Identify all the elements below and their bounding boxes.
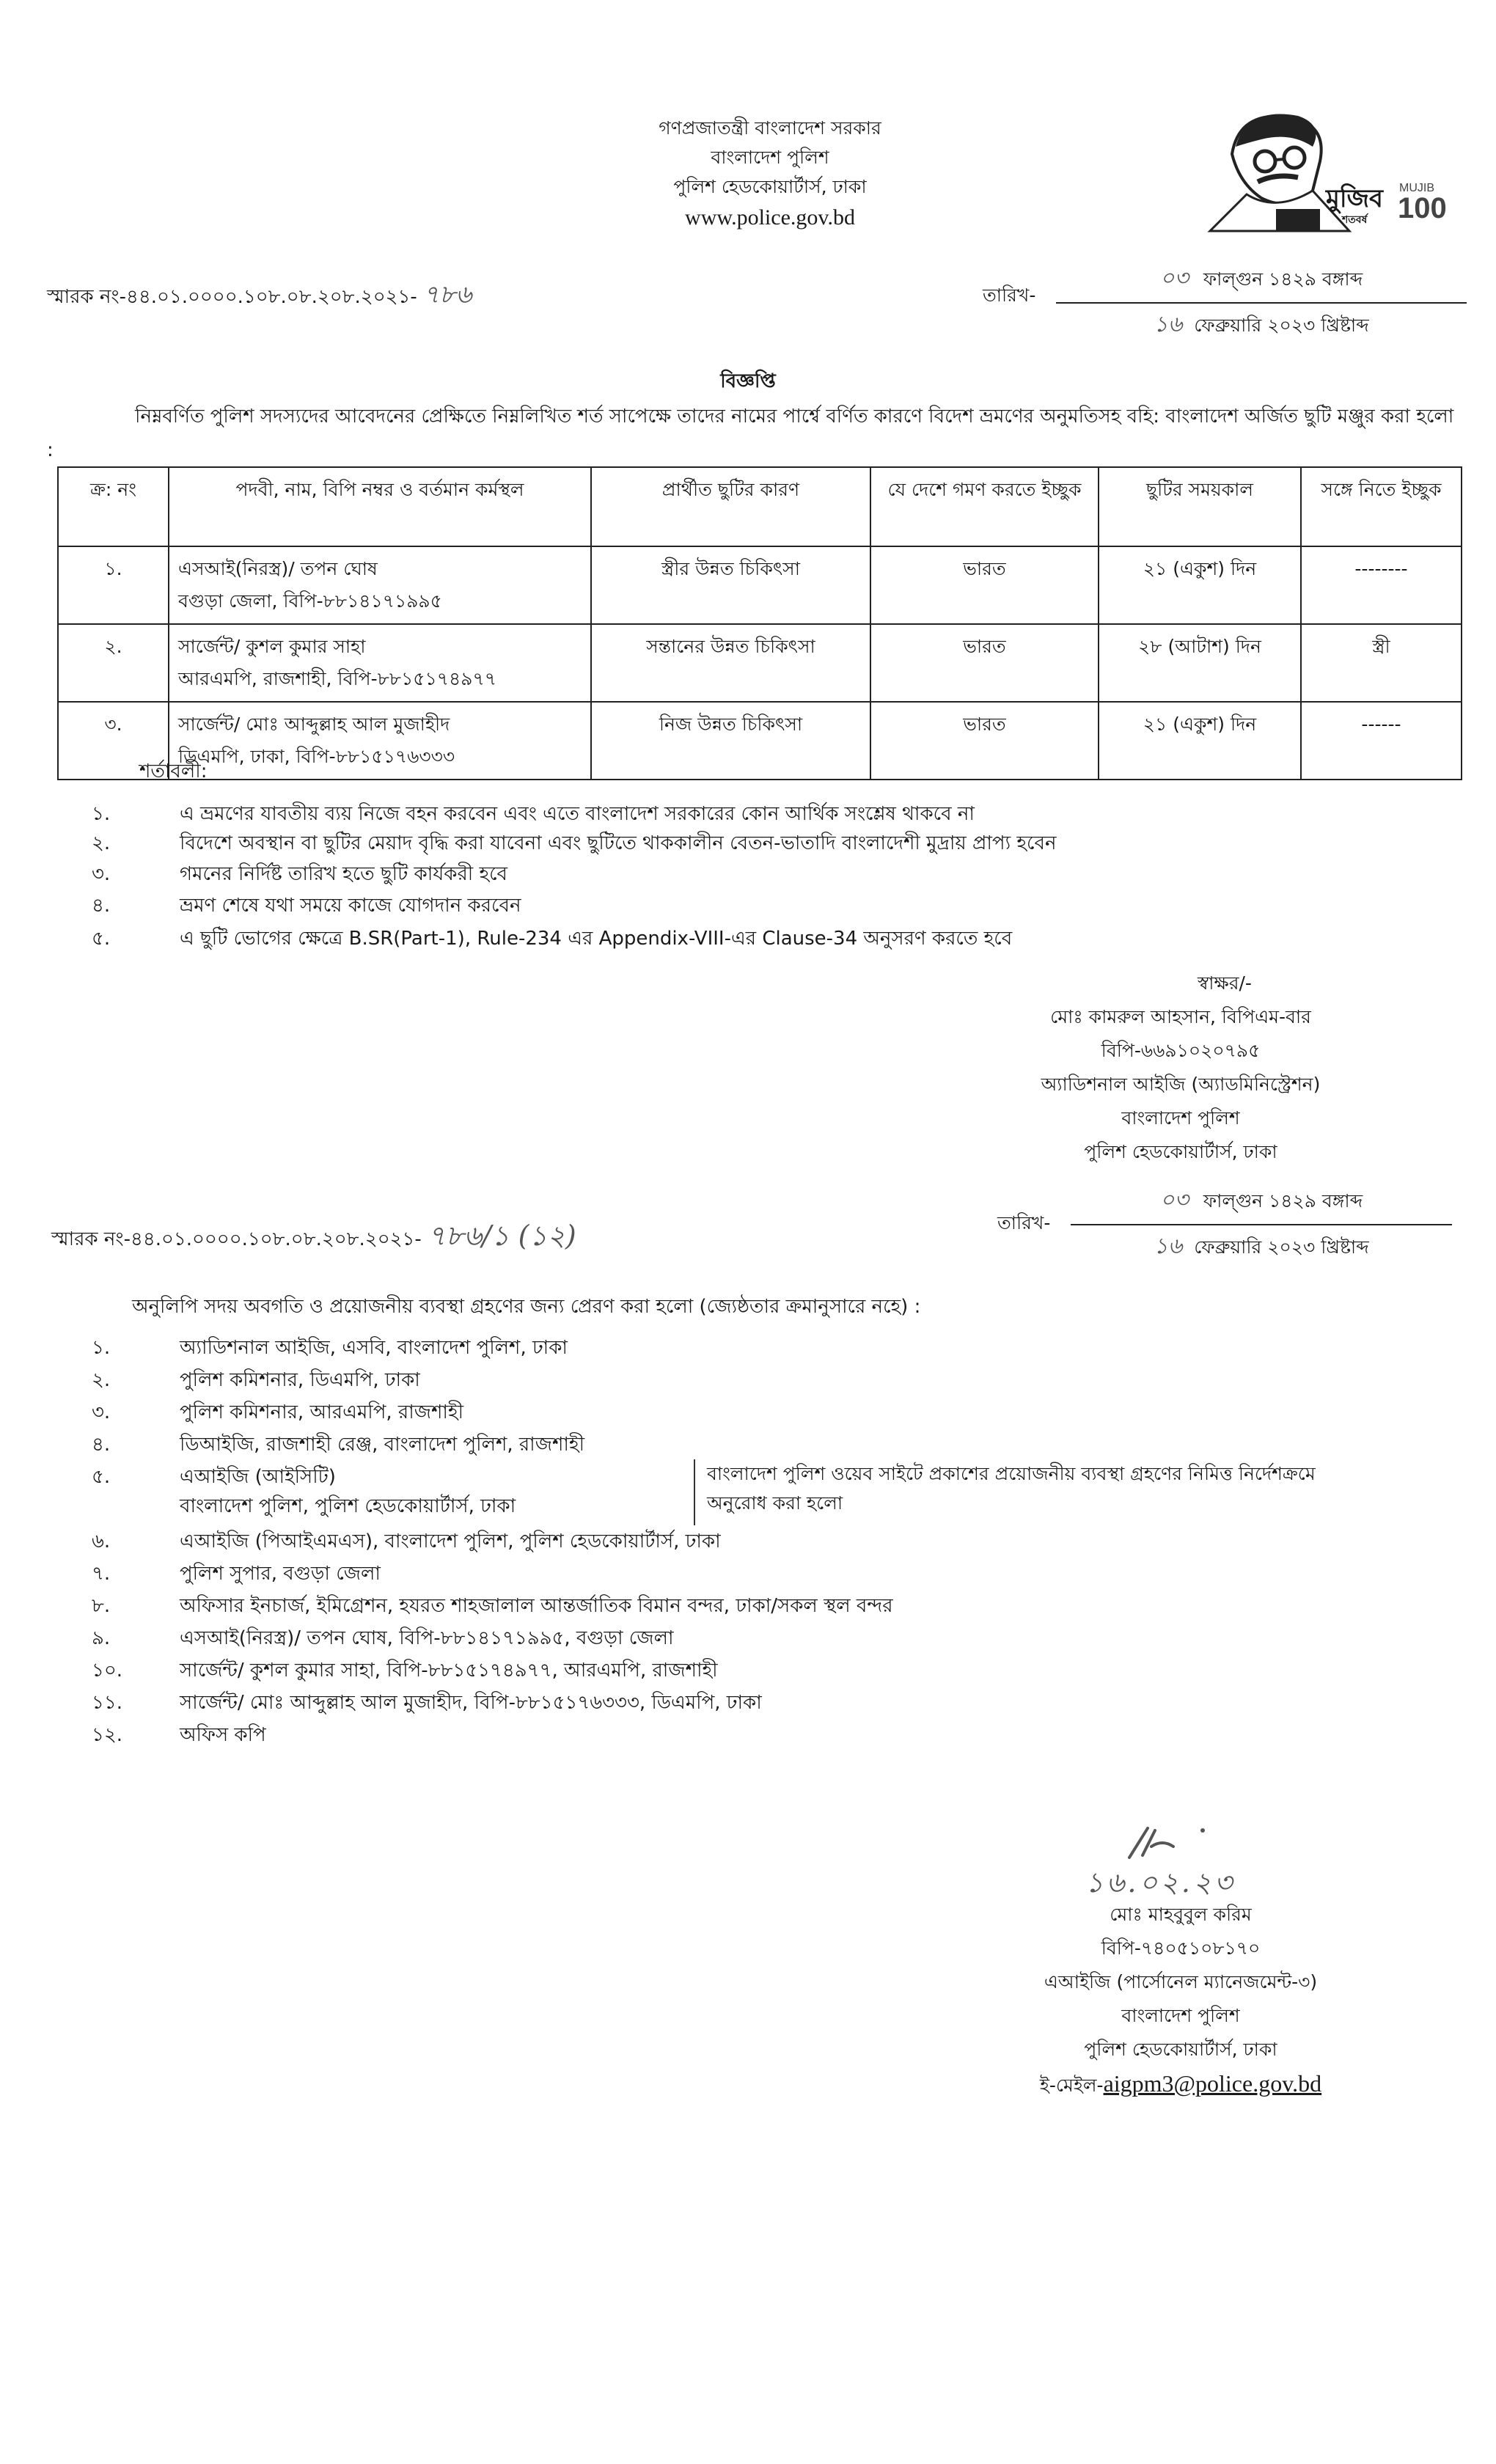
signatory-org: বাংলাদেশ পুলিশ	[1121, 2005, 1240, 2026]
condition-item: ৪. ভ্রমণ শেষে যথা সময়ে কাজে যোগদান করবেন	[92, 895, 521, 917]
copy-item: ১২. অফিস কপি	[92, 1724, 266, 1746]
leave-table	[57, 466, 1462, 780]
letterhead	[513, 114, 1027, 234]
mujib-bangla-text: মুজিব	[1326, 184, 1383, 213]
department-name: বাংলাদেশ পুলিশ	[711, 147, 829, 168]
mujib-100-logo	[1203, 103, 1452, 235]
copy-item: ১১. সার্জেন্ট/ মোঃ আব্দুল্লাহ আল মুজাহীদ, বিপি-৮৮১৫১৭৬৩৩৩, ডিএমপি, ঢাকা	[92, 1692, 762, 1714]
cell-reason: স্ত্রীর উন্নত চিকিৎসা	[591, 546, 870, 624]
memo-ref-handwritten: ৭৮৬/১ (১২)	[428, 1220, 576, 1252]
gregorian-date: ১৬ ফেব্রুয়ারি ২০২৩ খ্রিষ্টাব্দ	[1154, 312, 1369, 337]
bangla-date: ০৩ ফাল্গুন ১৪২৯ বঙ্গাব্দ	[1159, 265, 1363, 291]
mujib-english-text: MUJIB	[1399, 182, 1434, 194]
copies-intro: অনুলিপি সদয় অবগতি ও প্রয়োজনীয় ব্যবস্থা গ্রহণের জন্য প্রেরণ করা হলো (জ্যেষ্ঠতার ক্রমানুসারে নহে) :	[132, 1296, 921, 1318]
cell-companion: --------	[1301, 546, 1462, 624]
signatory-org: বাংলাদেশ পুলিশ	[1121, 1107, 1240, 1129]
condition-item: ২. বিদেশে অবস্থান বা ছুটির মেয়াদ বৃদ্ধি করা যাবেনা এবং ছুটিতে থাককালীন বেতন-ভাতাদি বাংলাদেশী মুদ্রায় প্রাপ্য হবেন	[92, 832, 1057, 854]
memo-reference-1	[47, 280, 472, 312]
bangla-date: ০৩ ফাল্গুন ১৪২৯ বঙ্গাব্দ	[1159, 1187, 1363, 1213]
cell-country: ভারত	[870, 624, 1099, 702]
table-row	[58, 624, 1462, 702]
signatory-office: পুলিশ হেডকোয়ার্টার্স, ঢাকা	[1084, 1141, 1277, 1162]
date-divider	[1056, 302, 1467, 304]
date-label-1: তারিখ-	[983, 285, 1036, 306]
copy-item: ৫. এআইজি (আইসিটি) বাংলাদেশ পুলিশ, পুলিশ হেডকোয়ার্টার্স, ঢাকা	[92, 1466, 516, 1517]
signature-date: ১৬.০২.২৩	[1085, 1866, 1236, 1899]
cell-country: ভারত	[870, 546, 1099, 624]
cell-serial: ৩.	[58, 702, 169, 780]
table-header-row	[58, 467, 1462, 546]
col-serial: ক্র: নং	[58, 467, 169, 546]
cell-period: ২৮ (আটাশ) দিন	[1099, 624, 1301, 702]
cell-serial: ১.	[58, 546, 169, 624]
memo-ref-prefix: স্মারক নং-৪৪.০১.০০০০.১০৮.০৮.২০৮.২০২১-	[47, 286, 417, 308]
signatory-bp: বিপি-৬৬৯১০২০৭৯৫	[1101, 1040, 1261, 1061]
col-period: ছুটির সময়কাল	[1099, 467, 1301, 546]
date-block-2	[1071, 1182, 1452, 1266]
signatory-designation: এআইজি (পার্সোনেল ম্যানেজমেন্ট-৩)	[1044, 1971, 1318, 1992]
copy-item: ২. পুলিশ কমিশনার, ডিএমপি, ঢাকা	[92, 1369, 420, 1391]
copy-item: ৩. পুলিশ কমিশনার, আরএমপি, রাজশাহী	[92, 1401, 464, 1423]
cell-name: সার্জেন্ট/ মোঃ আব্দুল্লাহ আল মুজাহীদ ডিএমপি, ঢাকা, বিপি-৮৮১৫১৭৬৩৩৩	[169, 702, 591, 780]
signed-mark: স্বাক্ষর/-	[1198, 972, 1252, 994]
gregorian-date: ১৬ ফেব্রুয়ারি ২০২৩ খ্রিষ্টাব্দ	[1154, 1233, 1369, 1259]
copy-item: ৮. অফিসার ইনচার্জ, ইমিগ্রেশন, হযরত শাহজালাল আন্তর্জাতিক বিমান বন্দর, ঢাকা/সকল স্থল বন্দর	[92, 1595, 893, 1617]
cell-reason: সন্তানের উন্নত চিকিৎসা	[591, 624, 870, 702]
signatory-designation: অ্যাডিশনাল আইজি (অ্যাডমিনিস্ট্রেশন)	[1041, 1074, 1321, 1095]
date-label-2: তারিখ-	[997, 1212, 1051, 1233]
cell-reason: নিজ উন্নত চিকিৎসা	[591, 702, 870, 780]
signatory-name: মোঃ কামরুল আহসান, বিপিএম-বার	[1050, 1006, 1311, 1027]
government-name: গণপ্রজাতন্ত্রী বাংলাদেশ সরকার	[659, 117, 881, 139]
notice-intro: নিম্নবর্ণিত পুলিশ সদস্যদের আবেদনের প্রেক্ষিতে নিম্নলিখিত শর্ত সাপেক্ষে তাদের নামের পার্শ্বে বর্ণিত কারণে বিদেশ ভ্রমণের অনুমতিসহ বহি: বাংলাদেশ অর্জিত ছুটি মঞ্জুর করা হলো :	[47, 406, 1454, 461]
ict-note: বাংলাদেশ পুলিশ ওয়েব সাইটে প্রকাশের প্রয়োজনীয় ব্যবস্থা গ্রহণের নিমিত্ত নির্দেশক্রমে অনুরোধ করা হলো	[694, 1459, 1367, 1525]
signatory-email	[924, 2067, 1437, 2102]
table-row	[58, 702, 1462, 780]
col-reason: প্রার্থীত ছুটির কারণ	[591, 467, 870, 546]
memo-ref-handwritten: ৭৮৬	[423, 280, 472, 309]
email-label: ই-মেইল-	[1039, 2075, 1104, 2096]
copy-item: ৬. এআইজি (পিআইএমএস), বাংলাদেশ পুলিশ, পুলিশ হেডকোয়ার্টার্স, ঢাকা	[92, 1530, 721, 1552]
copy-item: ৪. ডিআইজি, রাজশাহী রেঞ্জ, বাংলাদেশ পুলিশ, রাজশাহী	[92, 1434, 585, 1456]
copy-item: ১. অ্যাডিশনাল আইজি, এসবি, বাংলাদেশ পুলিশ, ঢাকা	[92, 1337, 568, 1359]
signatory-block-2	[924, 1898, 1437, 2102]
handwritten-signature-icon	[1122, 1825, 1210, 1864]
signatory-block-1	[924, 967, 1437, 1169]
cell-country: ভারত	[870, 702, 1099, 780]
cell-companion: ------	[1301, 702, 1462, 780]
email-link[interactable]: aigpm3@police.gov.bd	[1103, 2070, 1322, 2097]
col-name: পদবী, নাম, বিপি নম্বর ও বর্তমান কর্মস্থল	[169, 467, 591, 546]
signatory-bp: বিপি-৭৪০৫১০৮১৭০	[1101, 1937, 1261, 1959]
date-block-1	[1056, 260, 1467, 344]
condition-item: ৩. গমনের নির্দিষ্ট তারিখ হতে ছুটি কার্যকরী হবে	[92, 863, 508, 885]
col-country: যে দেশে গমণ করতে ইচ্ছুক	[870, 467, 1099, 546]
signatory-name: মোঃ মাহবুবুল করিম	[1110, 1904, 1252, 1925]
col-companion: সঙ্গে নিতে ইচ্ছুক	[1301, 467, 1462, 546]
memo-ref-prefix: স্মারক নং-৪৪.০১.০০০০.১০৮.০৮.২০৮.২০২১-	[51, 1228, 422, 1250]
cell-name: সার্জেন্ট/ কুশল কুমার সাহা আরএমপি, রাজশাহী, বিপি-৮৮১৫১৭৪৯৭৭	[169, 624, 591, 702]
signatory-office: পুলিশ হেডকোয়ার্টার্স, ঢাকা	[1084, 2039, 1277, 2060]
cell-period: ২১ (একুশ) দিন	[1099, 546, 1301, 624]
cell-period: ২১ (একুশ) দিন	[1099, 702, 1301, 780]
memo-reference-2	[51, 1221, 576, 1254]
date-divider	[1071, 1224, 1452, 1225]
cell-name: এসআই(নিরস্ত্র)/ তপন ঘোষ বগুড়া জেলা, বিপি-৮৮১৪১৭১৯৯৫	[169, 546, 591, 624]
copy-item: ৯. এসআই(নিরস্ত্র)/ তপন ঘোষ, বিপি-৮৮১৪১৭১৯৯৫, বগুড়া জেলা	[92, 1627, 674, 1649]
copy-item: ১০. সার্জেন্ট/ কুশল কুমার সাহা, বিপি-৮৮১৫১৭৪৯৭৭, আরএমপি, রাজশাহী	[92, 1660, 718, 1682]
hundred-text: 100	[1398, 192, 1447, 224]
conditions-title: শর্তাবলী:	[139, 760, 208, 782]
cell-companion: স্ত্রী	[1301, 624, 1462, 702]
condition-item: ১. এ ভ্রমণের যাবতীয় ব্যয় নিজে বহন করবেন এবং এতে বাংলাদেশ সরকারের কোন আর্থিক সংশ্লেষ থাকবে না	[92, 803, 975, 825]
cell-serial: ২.	[58, 624, 169, 702]
shatabarsha-text: শতবর্ষ	[1342, 214, 1368, 226]
website-link[interactable]: www.police.gov.bd	[685, 205, 855, 230]
copy-item: ৭. পুলিশ সুপার, বগুড়া জেলা	[92, 1563, 381, 1585]
notice-title: বিজ্ঞপ্তি	[720, 370, 776, 392]
office-name: পুলিশ হেডকোয়ার্টার্স, ঢাকা	[673, 176, 867, 197]
table-row	[58, 546, 1462, 624]
condition-item: ৫. এ ছুটি ভোগের ক্ষেত্রে B.SR(Part-1), Rule-234 এর Appendix-VIII-এর Clause-34 অনুসরণ করতে হবে	[92, 928, 1013, 950]
